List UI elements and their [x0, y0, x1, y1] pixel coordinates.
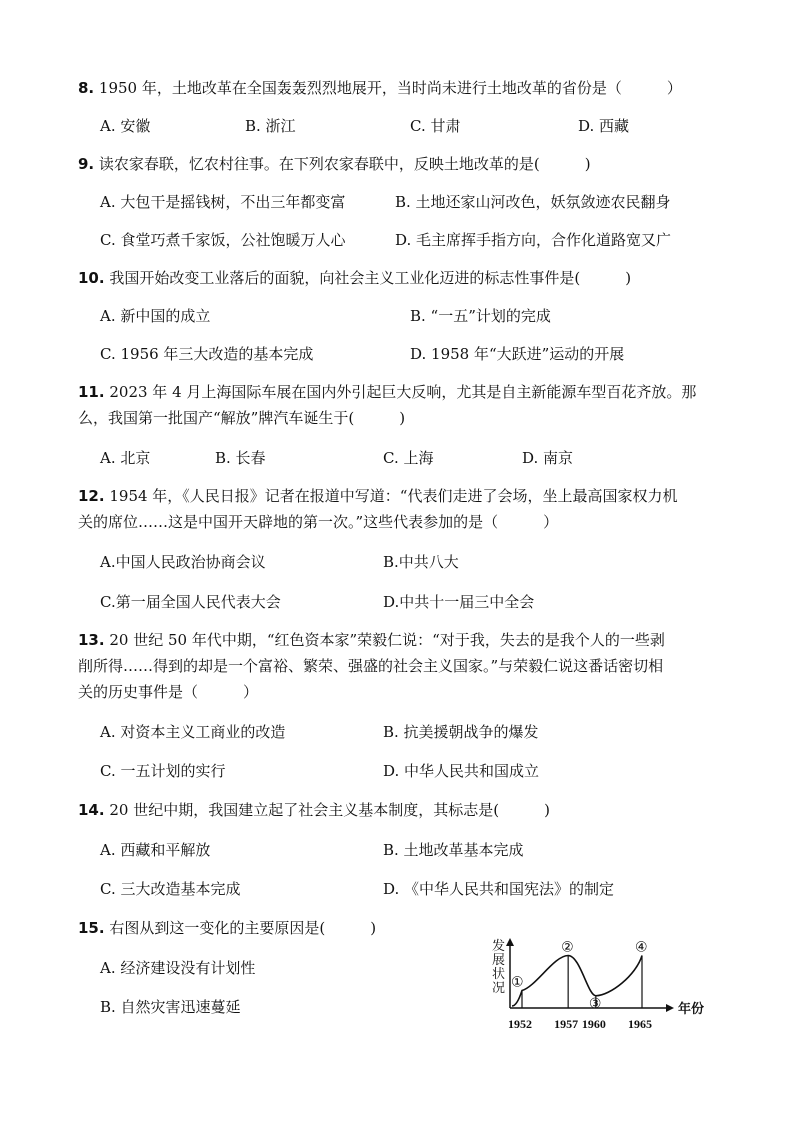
option-d[interactable]: D. 毛主席挥手指方向，合作化道路宽又广: [395, 231, 672, 249]
x-tick-label: 1965: [628, 1017, 652, 1031]
option-a[interactable]: A. 对资本主义工商业的改造: [100, 723, 286, 741]
x-tick-label: 1952: [508, 1017, 532, 1031]
option-a[interactable]: A. 西藏和平解放: [100, 841, 211, 859]
question-15: [78, 918, 376, 938]
question-number: 13.: [78, 631, 105, 649]
point-label: ①: [511, 975, 524, 991]
option-b[interactable]: B. “一五”计划的完成: [410, 307, 551, 325]
question-number: 15.: [78, 919, 105, 937]
option-c[interactable]: C. 食堂巧煮千家饭，公社饱暖万人心: [100, 231, 346, 249]
question-11: [78, 382, 696, 402]
x-tick-label: 1957: [554, 1017, 579, 1031]
option-a[interactable]: A. 新中国的成立: [100, 307, 211, 325]
option-a[interactable]: A. 大包干是摇钱树，不出三年都变富: [100, 193, 346, 211]
option-c[interactable]: C. 上海: [383, 449, 434, 467]
point-label: ④: [635, 940, 648, 956]
point-label: ②: [561, 940, 574, 956]
question-number: 11.: [78, 383, 105, 401]
option-a[interactable]: A. 安徽: [100, 117, 151, 135]
option-a[interactable]: A. 北京: [100, 449, 151, 467]
question-text: 2023 年 4 月上海国际车展在国内外引起巨大反响，尤其是自主新能源车型百花齐放。那: [109, 383, 697, 401]
point-label: ③: [588, 996, 602, 1012]
option-a[interactable]: A.中国人民政治协商会议: [100, 553, 266, 571]
y-axis-arrow: [506, 938, 514, 946]
series-line: [512, 956, 642, 1007]
option-b[interactable]: B. 抗美援朝战争的爆发: [383, 723, 539, 741]
question-number: 10.: [78, 269, 105, 287]
question-number: 12.: [78, 487, 105, 505]
option-b[interactable]: B. 自然灾害迅速蔓延: [100, 998, 241, 1016]
option-d[interactable]: D. 南京: [522, 449, 574, 467]
option-d[interactable]: D. 西藏: [578, 117, 630, 135]
question-text: 1954 年，《人民日报》记者在报道中写道：“代表们走进了会场，坐上最高国家权力机: [109, 487, 678, 505]
question-8: [78, 78, 682, 98]
question-text: 20 世纪中期，我国建立起了社会主义基本制度，其标志是( ): [109, 801, 550, 819]
question-12: [78, 486, 677, 506]
option-b[interactable]: B. 土地改革基本完成: [383, 841, 524, 859]
option-b[interactable]: B.中共八大: [383, 553, 459, 571]
question-number: 9.: [78, 155, 95, 173]
option-c[interactable]: C. 三大改造基本完成: [100, 880, 241, 898]
y-axis-label: 发展状况: [492, 938, 506, 995]
question-number: 14.: [78, 801, 105, 819]
question-text-continued: 关的历史事件是（ ）: [78, 683, 259, 701]
question-14: [78, 800, 550, 820]
option-c[interactable]: C. 甘肃: [410, 117, 461, 135]
option-c[interactable]: C.第一届全国人民代表大会: [100, 593, 281, 611]
question-9: [78, 154, 591, 174]
option-b[interactable]: B. 浙江: [245, 117, 296, 135]
question-text: 我国开始改变工业落后的面貌，向社会主义工业化迈进的标志性事件是( ): [109, 269, 632, 287]
option-a[interactable]: A. 经济建设没有计划性: [100, 959, 256, 977]
x-tick-label: 1960: [581, 1017, 606, 1031]
x-axis-arrow: [666, 1004, 674, 1012]
question-text: 右图从到这一变化的主要原因是( ): [109, 919, 377, 937]
x-axis-label: 年份: [678, 1001, 705, 1016]
question-text-continued: 关的席位……这是中国开天辟地的第一次。”这些代表参加的是（ ）: [78, 513, 559, 531]
question-number: 8.: [78, 79, 95, 97]
option-b[interactable]: B. 长春: [215, 449, 266, 467]
option-d[interactable]: D.中共十一届三中全会: [383, 593, 535, 611]
question-text: 读农家春联，忆农村往事。在下列农家春联中，反映土地改革的是( ): [98, 155, 591, 173]
question-text: 20 世纪 50 年代中期，“红色资本家”荣毅仁说：“对于我，失去的是我个人的一些剥: [109, 631, 665, 649]
question-13: [78, 630, 665, 650]
option-d[interactable]: D. 1958 年“大跃进”运动的开展: [410, 345, 625, 363]
option-c[interactable]: C. 一五计划的实行: [100, 762, 226, 780]
question-text-continued: 削所得……得到的却是一个富裕、繁荣、强盛的社会主义国家。”与荣毅仁说这番话密切相: [78, 657, 664, 675]
option-c[interactable]: C. 1956 年三大改造的基本完成: [100, 345, 314, 363]
option-d[interactable]: D. 中华人民共和国成立: [383, 762, 540, 780]
question-text: 1950 年，土地改革在全国轰轰烈烈地展开，当时尚未进行土地改革的省份是（ ）: [98, 79, 682, 97]
question-10: [78, 268, 631, 288]
option-d[interactable]: D. 《中华人民共和国宪法》的制定: [383, 880, 615, 898]
question-text-continued: 么，我国第一批国产“解放”牌汽车诞生于( ): [78, 409, 406, 427]
development-chart: [488, 938, 718, 1038]
option-b[interactable]: B. 土地还家山河改色，妖氛敛迹农民翻身: [395, 193, 671, 211]
